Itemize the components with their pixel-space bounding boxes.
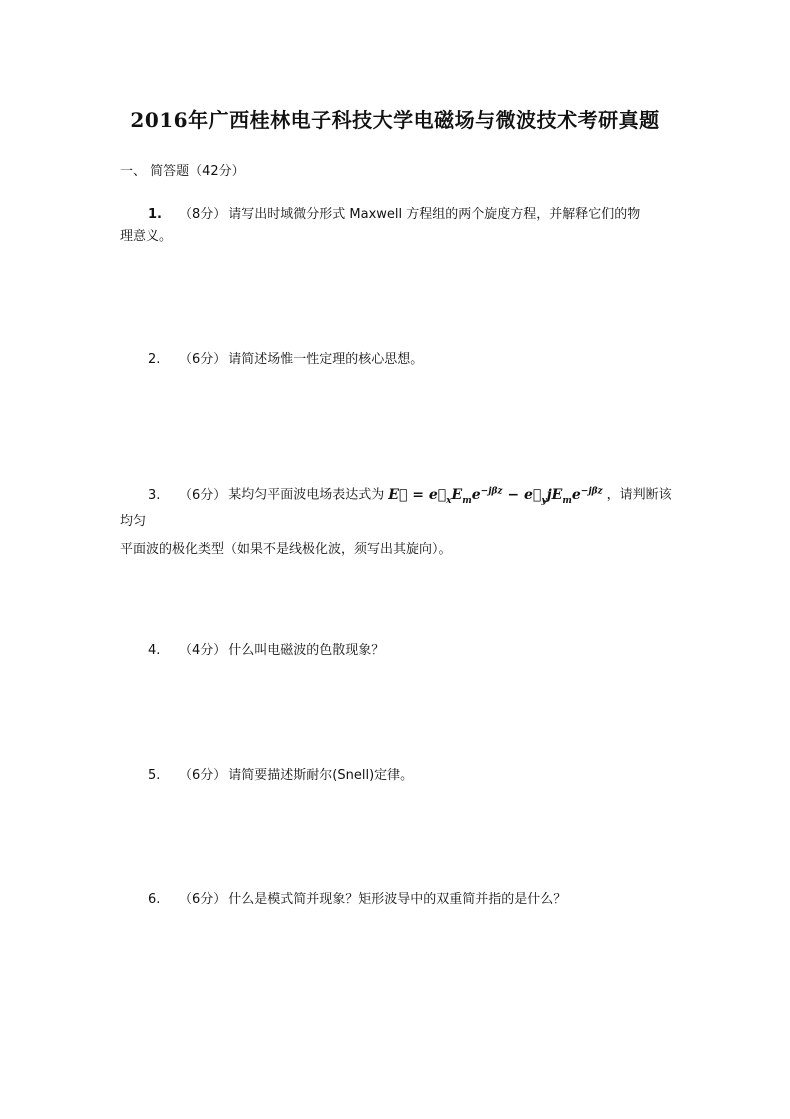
question-2 — [120, 349, 680, 371]
question-score: （6分） — [179, 487, 227, 503]
question-score: （6分） — [179, 768, 227, 783]
question-number: 3. — [148, 487, 161, 503]
question-text: 请写出时域微分形式 Maxwell 方程组的两个旋度方程，并解释它们的物 — [228, 207, 641, 222]
electric-field-formula: E⃗ = $e⃗_xE_me^{-j\beta z}$ − $e⃗_yjE_me^{-j\beta z}$ — [388, 486, 603, 506]
question-text: 什么叫电磁波的色散现象？ — [228, 643, 385, 658]
question-3 — [120, 480, 680, 561]
question-score: （6分） — [179, 892, 227, 907]
question-4 — [120, 640, 680, 662]
question-score: （4分） — [179, 643, 227, 658]
question-text-after: ，请判断该均匀 — [120, 487, 672, 530]
question-score: （6分） — [179, 352, 227, 367]
question-score: （8分） — [179, 207, 227, 222]
question-number: 6. — [148, 892, 161, 907]
question-text: 某均匀平面波电场表达式为 — [228, 487, 385, 503]
question-number: 2. — [148, 352, 161, 367]
question-number: 5. — [148, 768, 161, 783]
question-text: 什么是模式简并现象？矩形波导中的双重简并指的是什么？ — [228, 892, 567, 907]
section-heading: 一、 简答题（42分） — [120, 164, 245, 179]
question-5 — [120, 765, 680, 787]
question-number: 4. — [148, 643, 161, 658]
question-text-continued: 理意义。 — [120, 229, 173, 244]
question-6 — [120, 889, 680, 911]
question-text: 请简要描述斯耐尔(Snell)定律。 — [228, 768, 414, 783]
question-1 — [120, 204, 680, 248]
question-text: 请简述场惟一性定理的核心思想。 — [228, 352, 424, 367]
question-number: 1. — [148, 207, 162, 222]
question-text-continued: 平面波的极化类型（如果不是线极化波，须写出其旋向）。 — [120, 542, 452, 558]
page-title: 2016年广西桂林电子科技大学电磁场与微波技术考研真题 — [130, 108, 660, 132]
